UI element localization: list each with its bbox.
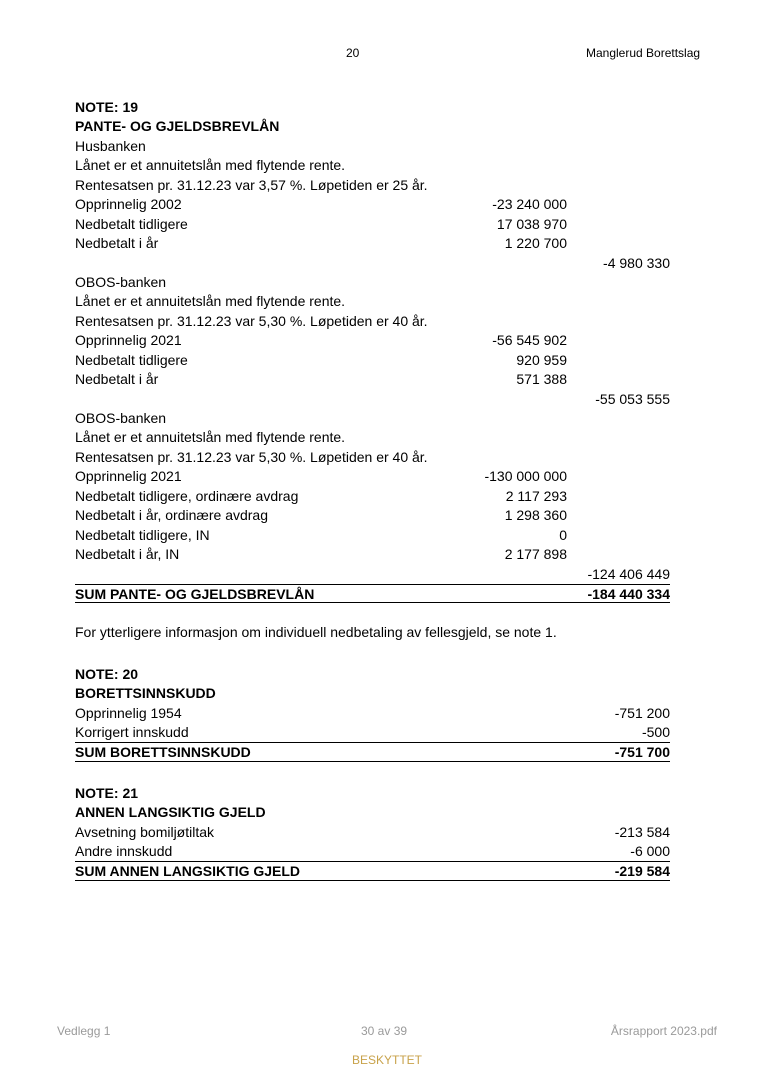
note-line-value: -751 200 <box>614 704 670 721</box>
loan-line-value: 1 298 360 <box>504 507 567 524</box>
note-number: NOTE: 20 <box>75 665 139 682</box>
loan-line-value: -56 545 902 <box>492 332 567 349</box>
loan-description: Lånet er et annuitetslån med flytende rente. <box>75 157 346 174</box>
note-line-value: -6 000 <box>630 843 670 860</box>
loan-description: Rentesatsen pr. 31.12.23 var 5,30 %. Løpetiden er 40 år. <box>75 312 428 329</box>
loan-description: Lånet er et annuitetslån med flytende rente. <box>75 293 346 310</box>
loan-line: Nedbetalt i år, ordinære avdrag 1 298 360 <box>75 506 670 525</box>
loan-line: Nedbetalt tidligere 17 038 970 <box>75 215 670 234</box>
loan-line-value: 1 220 700 <box>504 235 567 252</box>
page-number: 20 <box>346 46 360 60</box>
note-line: Opprinnelig 1954 -751 200 <box>75 704 670 723</box>
note-number: NOTE: 19 <box>75 99 139 115</box>
loan-description: Rentesatsen pr. 31.12.23 var 3,57 %. Løpetiden er 25 år. <box>75 176 428 193</box>
sum-value: -751 700 <box>614 743 670 760</box>
note-title: PANTE- OG GJELDSBREVLÅN <box>75 118 280 135</box>
loan-line-value: 2 177 898 <box>504 546 567 563</box>
note-line-value: -213 584 <box>614 823 670 840</box>
loan-description: Rentesatsen pr. 31.12.23 var 5,30 %. Løpetiden er 40 år. <box>75 448 428 465</box>
note-line-value: -500 <box>641 724 670 741</box>
note-number: NOTE: 21 <box>75 785 139 801</box>
sum-value: -219 584 <box>614 862 670 879</box>
loan-line: Opprinnelig 2021 -130 000 000 <box>75 467 670 486</box>
loan-total: -4 980 330 <box>603 254 670 271</box>
organization-name: Manglerud Borettslag <box>586 46 701 60</box>
loan-line-value: 17 038 970 <box>496 215 567 232</box>
note-line: Korrigert innskudd -500 <box>75 723 670 742</box>
loan-lender: Husbanken <box>75 137 146 154</box>
loan-line: Opprinnelig 2021 -56 545 902 <box>75 331 670 350</box>
sum-row: SUM BORETTSINNSKUDD -751 700 <box>75 743 670 762</box>
note-line: Avsetning bomiljøtiltak -213 584 <box>75 823 670 842</box>
note-line: Andre innskudd -6 000 <box>75 842 670 861</box>
sum-row: SUM PANTE- OG GJELDSBREVLÅN -184 440 334 <box>75 584 670 603</box>
loan-line: Nedbetalt i år, IN 2 177 898 <box>75 545 670 564</box>
loan-lender: OBOS-banken <box>75 273 167 290</box>
loan-line-value: -130 000 000 <box>484 468 567 485</box>
loan-line-value: 0 <box>559 526 567 543</box>
loan-line-value: 571 388 <box>516 371 567 388</box>
sum-value: -184 440 334 <box>587 585 670 602</box>
loan-total: -124 406 449 <box>587 565 670 582</box>
loan-line-value: 920 959 <box>516 351 567 368</box>
footer-attachment: Vedlegg 1 <box>57 1024 111 1038</box>
footer-page-count: 30 av 39 <box>361 1024 408 1038</box>
loan-line: Nedbetalt i år 571 388 <box>75 370 670 389</box>
footnote: For ytterligere informasjon om individuell nedbetaling av fellesgjeld, se note 1. <box>75 624 557 641</box>
loan-total: -55 053 555 <box>595 390 670 407</box>
loan-line: Nedbetalt i år 1 220 700 <box>75 234 670 253</box>
loan-line-value: -23 240 000 <box>492 196 567 213</box>
loan-line: Opprinnelig 2002 -23 240 000 <box>75 195 670 214</box>
loan-line: Nedbetalt tidligere, ordinære avdrag 2 117 293 <box>75 487 670 506</box>
footer-filename: Årsrapport 2023.pdf <box>610 1024 717 1038</box>
loan-line-value: 2 117 293 <box>505 487 567 504</box>
loan-lender: OBOS-banken <box>75 410 167 426</box>
loan-line: Nedbetalt tidligere 920 959 <box>75 351 670 370</box>
loan-description: Lånet er et annuitetslån med flytende rente. <box>75 429 346 446</box>
loan-line: Nedbetalt tidligere, IN 0 <box>75 526 670 545</box>
classification-label: BESKYTTET <box>352 1053 423 1067</box>
sum-row: SUM ANNEN LANGSIKTIG GJELD -219 584 <box>75 862 670 881</box>
note-title: BORETTSINNSKUDD <box>75 685 216 702</box>
notes-content <box>75 98 670 881</box>
note-title: ANNEN LANGSIKTIG GJELD <box>75 804 266 821</box>
